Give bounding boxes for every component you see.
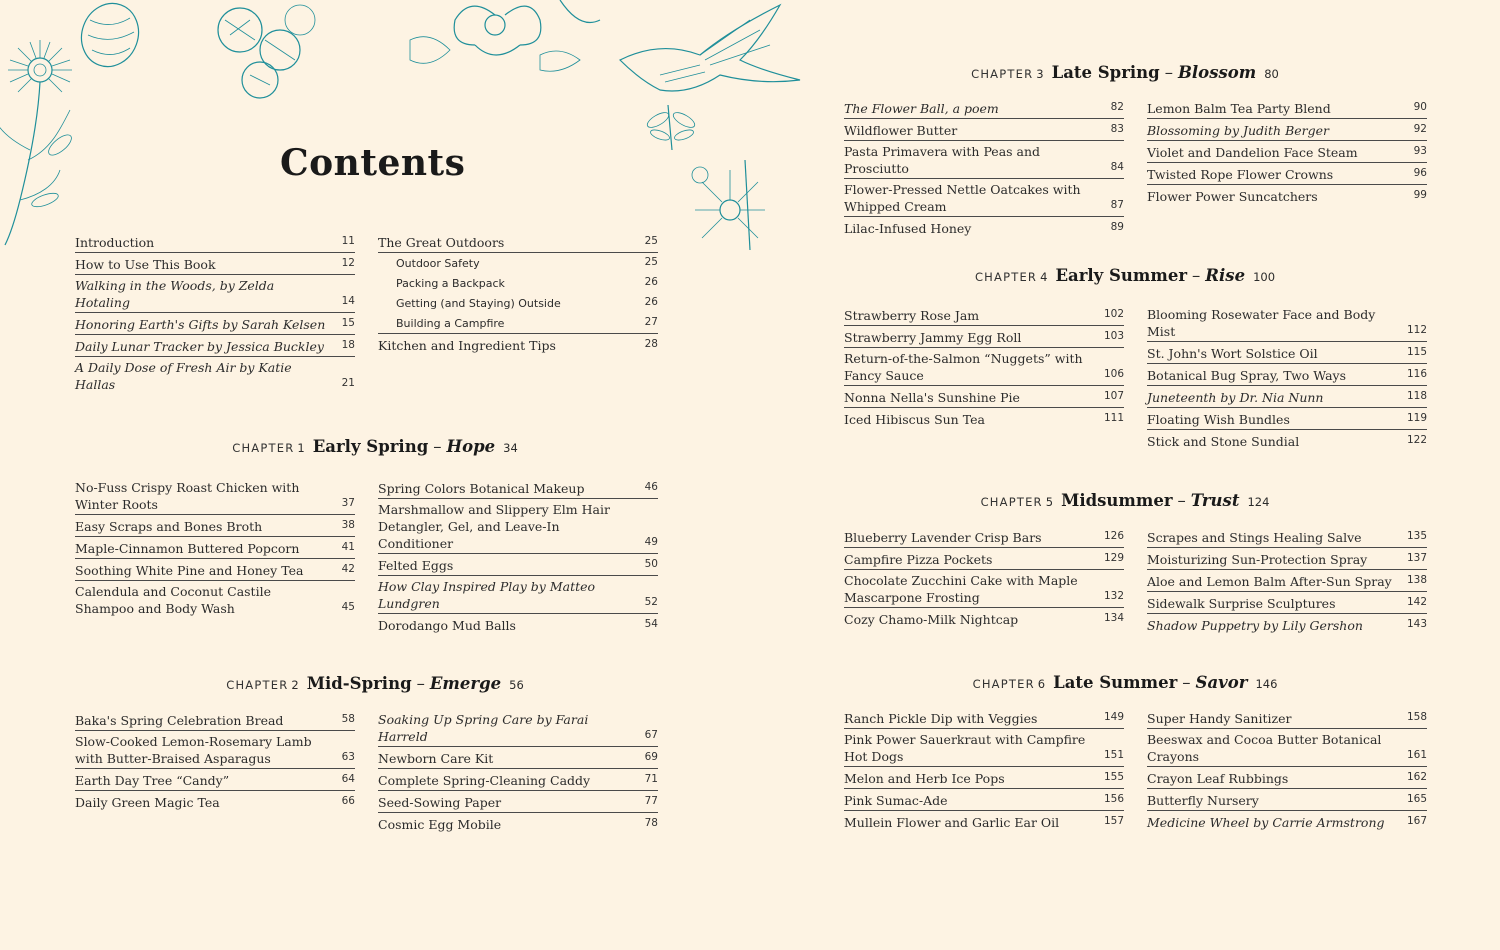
- toc-entry[interactable]: [1147, 548, 1427, 570]
- toc-entry-title: Blossoming by Judith Berger: [1147, 123, 1330, 138]
- toc-entry-title: Calendula and Coconut Castile Shampoo and Body Wash: [75, 584, 271, 616]
- toc-entry-title: Getting (and Staying) Outside: [396, 297, 561, 310]
- chapter-6-right-list: [1147, 707, 1427, 832]
- chapter-heading[interactable]: CHAPTER 5 Midsummer – Trust 124: [980, 491, 1270, 510]
- chapter-label: CHAPTER: [980, 495, 1043, 509]
- toc-entry-title: Pink Power Sauerkraut with Campfire Hot Dogs: [844, 732, 1086, 764]
- toc-entry-page: 64: [341, 773, 355, 785]
- toc-entry[interactable]: [75, 253, 355, 275]
- toc-entry-page: 25: [644, 256, 658, 268]
- toc-entry-title: Easy Scraps and Bones Broth: [75, 519, 263, 534]
- chapter-1-left-list: [75, 477, 355, 618]
- toc-entry[interactable]: [844, 217, 1124, 238]
- toc-entry[interactable]: [75, 581, 355, 618]
- chapter-season: Mid-Spring: [306, 674, 412, 693]
- toc-entry-page: 112: [1406, 324, 1427, 336]
- toc-entry-page: 69: [644, 751, 658, 763]
- toc-entry-title: Nonna Nella's Sunshine Pie: [844, 390, 1020, 405]
- toc-entry-title: Complete Spring-Cleaning Caddy: [378, 773, 591, 788]
- toc-entry-title: Violet and Dandelion Face Steam: [1147, 145, 1358, 160]
- toc-entry-title: The Flower Ball, a poem: [844, 101, 999, 116]
- toc-entry[interactable]: [378, 554, 658, 576]
- chapter-5-left-list: [844, 526, 1124, 629]
- toc-entry-page: 149: [1103, 711, 1124, 723]
- toc-entry-page: 71: [644, 773, 658, 785]
- toc-entry-page: 11: [341, 235, 355, 247]
- toc-entry[interactable]: [1147, 729, 1427, 767]
- toc-entry[interactable]: [844, 326, 1124, 348]
- toc-entry-title: Botanical Bug Spray, Two Ways: [1147, 368, 1346, 383]
- toc-entry-title: No-Fuss Crispy Roast Chicken with Winter Roots: [75, 480, 300, 512]
- toc-entry-title: Earth Day Tree “Candy”: [75, 773, 230, 788]
- toc-entry[interactable]: [378, 273, 658, 293]
- chapter-number: 1: [297, 441, 305, 455]
- toc-entry[interactable]: [378, 313, 658, 334]
- chapter-2-right-list: [378, 709, 658, 834]
- chapter-heading[interactable]: CHAPTER 2 Mid-Spring – Emerge 56: [226, 674, 524, 693]
- toc-entry[interactable]: [1147, 141, 1427, 163]
- toc-entry-page: 46: [644, 481, 658, 493]
- toc-entry-title: Pink Sumac-Ade: [844, 793, 948, 808]
- chapter-theme: Hope: [446, 437, 496, 456]
- toc-entry-page: 26: [644, 276, 658, 288]
- toc-entry[interactable]: [378, 614, 658, 635]
- toc-entry-title: Shadow Puppetry by Lily Gershon: [1147, 618, 1363, 633]
- toc-entry-title: Medicine Wheel by Carrie Armstrong: [1147, 815, 1385, 830]
- toc-entry-page: 26: [644, 296, 658, 308]
- chapter-page: 146: [1255, 677, 1278, 691]
- toc-entry-title: Return-of-the-Salmon “Nuggets” with Fancy Sauce: [844, 351, 1083, 383]
- toc-entry-page: 119: [1406, 412, 1427, 424]
- toc-entry[interactable]: [75, 477, 355, 515]
- toc-entry-page: 66: [341, 795, 355, 807]
- toc-entry-title: How Clay Inspired Play by Matteo Lundgren: [378, 579, 596, 611]
- chapter-heading[interactable]: CHAPTER 4 Early Summer – Rise 100: [974, 266, 1276, 285]
- toc-entry-page: 67: [644, 729, 658, 741]
- toc-entry-page: 77: [644, 795, 658, 807]
- toc-entry[interactable]: [75, 357, 355, 394]
- chapter-number: 4: [1040, 270, 1048, 284]
- toc-entry[interactable]: [1147, 526, 1427, 548]
- toc-entry-title: Daily Green Magic Tea: [75, 795, 220, 810]
- chapter-number: 5: [1045, 495, 1054, 509]
- front-matter-right-list: [378, 231, 658, 355]
- toc-entry[interactable]: [75, 537, 355, 559]
- toc-entry[interactable]: [844, 179, 1124, 217]
- toc-entry-title: St. John's Wort Solstice Oil: [1147, 346, 1318, 361]
- chapter-page: 34: [503, 441, 518, 455]
- toc-entry[interactable]: [844, 97, 1124, 119]
- toc-entry-title: Crayon Leaf Rubbings: [1147, 771, 1289, 786]
- chapter-theme: Blossom: [1177, 63, 1257, 82]
- toc-entry-page: 37: [341, 497, 355, 509]
- toc-entry-page: 92: [1413, 123, 1427, 135]
- toc-entry-title: Strawberry Jammy Egg Roll: [844, 330, 1022, 345]
- toc-entry-title: Spring Colors Botanical Makeup: [378, 481, 585, 496]
- toc-entry-page: 18: [341, 339, 355, 351]
- toc-entry-title: Cosmic Egg Mobile: [378, 817, 502, 832]
- toc-entry-title: Felted Eggs: [378, 558, 454, 573]
- toc-entry[interactable]: [75, 791, 355, 812]
- toc-entry-page: 118: [1406, 390, 1427, 402]
- chapter-number: 3: [1036, 67, 1044, 81]
- toc-entry-page: 126: [1103, 530, 1124, 542]
- toc-entry[interactable]: [1147, 592, 1427, 614]
- toc-entry[interactable]: [844, 767, 1124, 789]
- toc-entry[interactable]: [844, 386, 1124, 408]
- toc-entry-page: 54: [644, 618, 658, 630]
- chapter-1-right-list: [378, 477, 658, 635]
- toc-entry-page: 161: [1406, 749, 1427, 761]
- toc-entry-title: Beeswax and Cocoa Butter Botanical Crayons: [1147, 732, 1382, 764]
- toc-entry[interactable]: [378, 499, 658, 554]
- toc-entry-page: 58: [341, 713, 355, 725]
- toc-entry-page: 45: [341, 601, 355, 613]
- toc-entry-title: Campfire Pizza Pockets: [844, 552, 993, 567]
- toc-entry[interactable]: [75, 731, 355, 769]
- toc-entry-title: Moisturizing Sun-Protection Spray: [1147, 552, 1368, 567]
- botanical-illustration-icon: [0, 0, 820, 260]
- toc-entry[interactable]: [378, 293, 658, 313]
- toc-entry-page: 84: [1110, 161, 1124, 173]
- chapter-label: CHAPTER: [226, 678, 289, 692]
- toc-entry-title: Soaking Up Spring Care by Farai Harreld: [378, 712, 589, 744]
- chapter-season: Midsummer: [1061, 491, 1173, 510]
- toc-entry-title: Cozy Chamo-Milk Nightcap: [844, 612, 1019, 627]
- toc-entry-title: Stick and Stone Sundial: [1147, 434, 1300, 449]
- dragonfly-icon: [645, 105, 697, 150]
- toc-entry-title: Introduction: [75, 235, 155, 250]
- toc-entry[interactable]: [844, 570, 1124, 608]
- page-title: Contents: [280, 142, 466, 184]
- toc-entry-title: Daily Lunar Tracker by Jessica Buckley: [75, 339, 324, 354]
- toc-entry-title: Slow-Cooked Lemon-Rosemary Lamb with Butter-Braised Asparagus: [75, 734, 312, 766]
- toc-entry-page: 116: [1406, 368, 1427, 380]
- toc-entry[interactable]: [1147, 811, 1427, 832]
- toc-entry[interactable]: [75, 769, 355, 791]
- toc-entry[interactable]: [844, 707, 1124, 729]
- toc-entry[interactable]: [378, 791, 658, 813]
- toc-entry-page: 83: [1110, 123, 1124, 135]
- toc-entry-page: 49: [644, 536, 658, 548]
- clover-icon: [218, 5, 315, 98]
- toc-entry[interactable]: [1147, 408, 1427, 430]
- toc-entry[interactable]: [844, 811, 1124, 832]
- toc-entry[interactable]: [378, 231, 658, 253]
- toc-entry-page: 89: [1110, 221, 1124, 233]
- chapter-label: CHAPTER: [971, 67, 1034, 81]
- toc-entry[interactable]: [378, 709, 658, 747]
- toc-entry-title: Flower Power Suncatchers: [1147, 189, 1318, 204]
- toc-entry-title: Outdoor Safety: [396, 257, 480, 270]
- toc-entry[interactable]: [1147, 342, 1427, 364]
- toc-entry-page: 103: [1103, 330, 1124, 342]
- toc-entry-page: 38: [341, 519, 355, 531]
- calendula-flower-icon: [0, 40, 75, 245]
- toc-entry-title: Aloe and Lemon Balm After-Sun Spray: [1147, 574, 1392, 589]
- toc-entry-page: 14: [341, 295, 355, 307]
- toc-entry-page: 107: [1103, 390, 1124, 402]
- toc-entry[interactable]: [1147, 163, 1427, 185]
- chapter-heading[interactable]: CHAPTER 1 Early Spring – Hope 34: [232, 437, 518, 456]
- toc-entry-page: 135: [1406, 530, 1427, 542]
- chapter-label: CHAPTER: [974, 270, 1038, 284]
- toc-entry-page: 122: [1406, 434, 1427, 446]
- toc-entry[interactable]: [1147, 767, 1427, 789]
- toc-entry[interactable]: [844, 729, 1124, 767]
- toc-entry-page: 52: [644, 596, 658, 608]
- toc-entry[interactable]: [1147, 707, 1427, 729]
- toc-entry-title: Marshmallow and Slippery Elm Hair Detangler, Gel, and Leave-In Conditioner: [378, 502, 610, 551]
- toc-entry[interactable]: [844, 548, 1124, 570]
- toc-entry-page: 132: [1103, 590, 1124, 602]
- toc-entry[interactable]: [378, 253, 658, 273]
- toc-entry-title: The Great Outdoors: [378, 235, 505, 250]
- toc-entry-title: Iced Hibiscus Sun Tea: [844, 412, 985, 427]
- chapter-season: Early Spring: [312, 437, 429, 456]
- toc-entry-page: 87: [1110, 199, 1124, 211]
- front-matter-left-list: [75, 231, 355, 394]
- toc-entry-page: 15: [341, 317, 355, 329]
- toc-entry[interactable]: [1147, 386, 1427, 408]
- toc-entry[interactable]: [378, 813, 658, 834]
- chapter-number: 2: [291, 678, 299, 692]
- toc-entry-page: 142: [1406, 596, 1427, 608]
- toc-entry[interactable]: [378, 334, 658, 355]
- chapter-label: CHAPTER: [972, 677, 1035, 691]
- chapter-label: CHAPTER: [232, 441, 295, 455]
- toc-entry-title: Ranch Pickle Dip with Veggies: [844, 711, 1038, 726]
- chapter-4-right-list: [1147, 304, 1427, 451]
- toc-entry-title: Mullein Flower and Garlic Ear Oil: [844, 815, 1060, 830]
- toc-entry[interactable]: [1147, 304, 1427, 342]
- toc-entry-title: Twisted Rope Flower Crowns: [1147, 167, 1334, 182]
- toc-entry[interactable]: [378, 576, 658, 614]
- chapter-season: Late Spring: [1051, 63, 1160, 82]
- chapter-season: Late Summer: [1053, 673, 1178, 692]
- toc-entry-page: 115: [1406, 346, 1427, 358]
- toc-entry-page: 21: [341, 377, 355, 389]
- toc-entry-title: Chocolate Zucchini Cake with Maple Mascarpone Frosting: [844, 573, 1078, 605]
- toc-entry[interactable]: [844, 789, 1124, 811]
- toc-entry[interactable]: [1147, 364, 1427, 386]
- chapter-5-right-list: [1147, 526, 1427, 635]
- chapter-3-right-list: [1147, 97, 1427, 206]
- right-page: [750, 0, 1500, 950]
- toc-entry[interactable]: [75, 231, 355, 253]
- toc-entry[interactable]: [844, 408, 1124, 429]
- toc-entry[interactable]: [844, 141, 1124, 179]
- toc-entry-page: 106: [1103, 368, 1124, 380]
- toc-entry-title: Blueberry Lavender Crisp Bars: [844, 530, 1042, 545]
- toc-entry-page: 138: [1406, 574, 1427, 586]
- chapter-6-left-list: [844, 707, 1124, 832]
- toc-entry-page: 156: [1103, 793, 1124, 805]
- toc-entry-title: Wildflower Butter: [844, 123, 958, 138]
- chapter-number: 6: [1037, 677, 1046, 691]
- toc-entry-page: 137: [1406, 552, 1427, 564]
- toc-entry[interactable]: [75, 335, 355, 357]
- toc-entry-title: Floating Wish Bundles: [1147, 412, 1290, 427]
- toc-entry-title: A Daily Dose of Fresh Air by Katie Hallas: [75, 360, 292, 392]
- toc-entry-page: 93: [1413, 145, 1427, 157]
- toc-entry[interactable]: [75, 515, 355, 537]
- toc-entry-page: 99: [1413, 189, 1427, 201]
- toc-entry[interactable]: [1147, 570, 1427, 592]
- chapter-4-left-list: [844, 304, 1124, 429]
- toc-entry-title: Butterfly Nursery: [1147, 793, 1259, 808]
- toc-entry-title: Blooming Rosewater Face and Body Mist: [1147, 307, 1376, 339]
- toc-entry[interactable]: [1147, 430, 1427, 451]
- chapter-heading[interactable]: CHAPTER 6 Late Summer – Savor 146: [972, 673, 1278, 692]
- chapter-page: 124: [1247, 495, 1270, 509]
- toc-entry-title: Dorodango Mud Balls: [378, 618, 516, 633]
- toc-entry[interactable]: [1147, 789, 1427, 811]
- toc-entry-page: 129: [1103, 552, 1124, 564]
- toc-entry-title: Seed-Sowing Paper: [378, 795, 502, 810]
- toc-entry-title: Sidewalk Surprise Sculptures: [1147, 596, 1336, 611]
- toc-entry-title: Soothing White Pine and Honey Tea: [75, 563, 304, 578]
- toc-entry[interactable]: [378, 747, 658, 769]
- toc-entry-page: 167: [1406, 815, 1427, 827]
- toc-entry[interactable]: [378, 769, 658, 791]
- toc-entry-title: Lemon Balm Tea Party Blend: [1147, 101, 1331, 116]
- toc-entry-page: 151: [1103, 749, 1124, 761]
- toc-entry-title: Super Handy Sanitizer: [1147, 711, 1292, 726]
- chapter-season: Early Summer: [1055, 266, 1188, 285]
- toc-entry-page: 111: [1103, 412, 1124, 424]
- toc-entry[interactable]: [378, 477, 658, 499]
- toc-entry-page: 143: [1406, 618, 1427, 630]
- toc-entry[interactable]: [1147, 119, 1427, 141]
- toc-entry-page: 27: [644, 316, 658, 328]
- chapter-page: 80: [1264, 67, 1279, 81]
- toc-entry-page: 12: [341, 257, 355, 269]
- chapter-heading[interactable]: CHAPTER 3 Late Spring – Blossom 80: [971, 63, 1279, 82]
- chapter-theme: Rise: [1205, 266, 1246, 285]
- toc-entry-page: 82: [1110, 101, 1124, 113]
- toc-entry-title: Scrapes and Stings Healing Salve: [1147, 530, 1362, 545]
- toc-entry-page: 96: [1413, 167, 1427, 179]
- toc-entry-title: Juneteenth by Dr. Nia Nunn: [1147, 390, 1324, 405]
- chapter-page: 56: [509, 678, 524, 692]
- toc-entry-page: 102: [1103, 308, 1124, 320]
- toc-entry-title: Pasta Primavera with Peas and Prosciutto: [844, 144, 1041, 176]
- toc-entry-page: 41: [341, 541, 355, 553]
- toc-entry-page: 162: [1406, 771, 1427, 783]
- toc-entry[interactable]: [844, 348, 1124, 386]
- toc-entry-title: Walking in the Woods, by Zelda Hotaling: [75, 278, 275, 310]
- toc-entry-page: 158: [1406, 711, 1427, 723]
- toc-entry-title: Building a Campfire: [396, 317, 505, 330]
- toc-entry-page: 25: [644, 235, 658, 247]
- toc-entry-title: Kitchen and Ingredient Tips: [378, 338, 556, 353]
- toc-entry[interactable]: [75, 559, 355, 581]
- toc-entry[interactable]: [75, 709, 355, 731]
- toc-entry[interactable]: [1147, 97, 1427, 119]
- toc-entry[interactable]: [1147, 185, 1427, 206]
- toc-entry-page: 155: [1103, 771, 1124, 783]
- chapter-3-left-list: [844, 97, 1124, 238]
- chapter-page: 100: [1253, 270, 1276, 284]
- toc-entry[interactable]: [844, 526, 1124, 548]
- toc-entry-page: 157: [1103, 815, 1124, 827]
- toc-entry-title: Strawberry Rose Jam: [844, 308, 980, 323]
- toc-entry[interactable]: [844, 119, 1124, 141]
- toc-entry-page: 134: [1103, 612, 1124, 624]
- toc-entry[interactable]: [844, 608, 1124, 629]
- toc-entry[interactable]: [75, 313, 355, 335]
- toc-entry-title: Maple-Cinnamon Buttered Popcorn: [75, 541, 300, 556]
- toc-entry-title: Flower-Pressed Nettle Oatcakes with Whipped Cream: [844, 182, 1081, 214]
- chapter-theme: Trust: [1190, 491, 1240, 510]
- wild-rose-icon: [410, 0, 600, 71]
- toc-entry-page: 90: [1413, 101, 1427, 113]
- toc-entry-title: How to Use This Book: [75, 257, 216, 272]
- pinecone-icon: [73, 0, 148, 75]
- toc-entry-page: 50: [644, 558, 658, 570]
- toc-entry-page: 42: [341, 563, 355, 575]
- chapter-theme: Savor: [1195, 673, 1248, 692]
- toc-entry-page: 78: [644, 817, 658, 829]
- toc-entry-page: 63: [341, 751, 355, 763]
- toc-entry-title: Lilac-Infused Honey: [844, 221, 972, 236]
- toc-entry[interactable]: [1147, 614, 1427, 635]
- toc-entry-page: 165: [1406, 793, 1427, 805]
- toc-entry-page: 28: [644, 338, 658, 350]
- chapter-theme: Emerge: [429, 674, 502, 693]
- toc-entry[interactable]: [75, 275, 355, 313]
- toc-entry-title: Newborn Care Kit: [378, 751, 494, 766]
- toc-entry[interactable]: [844, 304, 1124, 326]
- toc-entry-title: Honoring Earth's Gifts by Sarah Kelsen: [75, 317, 326, 332]
- chapter-2-left-list: [75, 709, 355, 812]
- toc-entry-title: Melon and Herb Ice Pops: [844, 771, 1005, 786]
- toc-entry-title: Baka's Spring Celebration Bread: [75, 713, 284, 728]
- toc-entry-title: Packing a Backpack: [396, 277, 505, 290]
